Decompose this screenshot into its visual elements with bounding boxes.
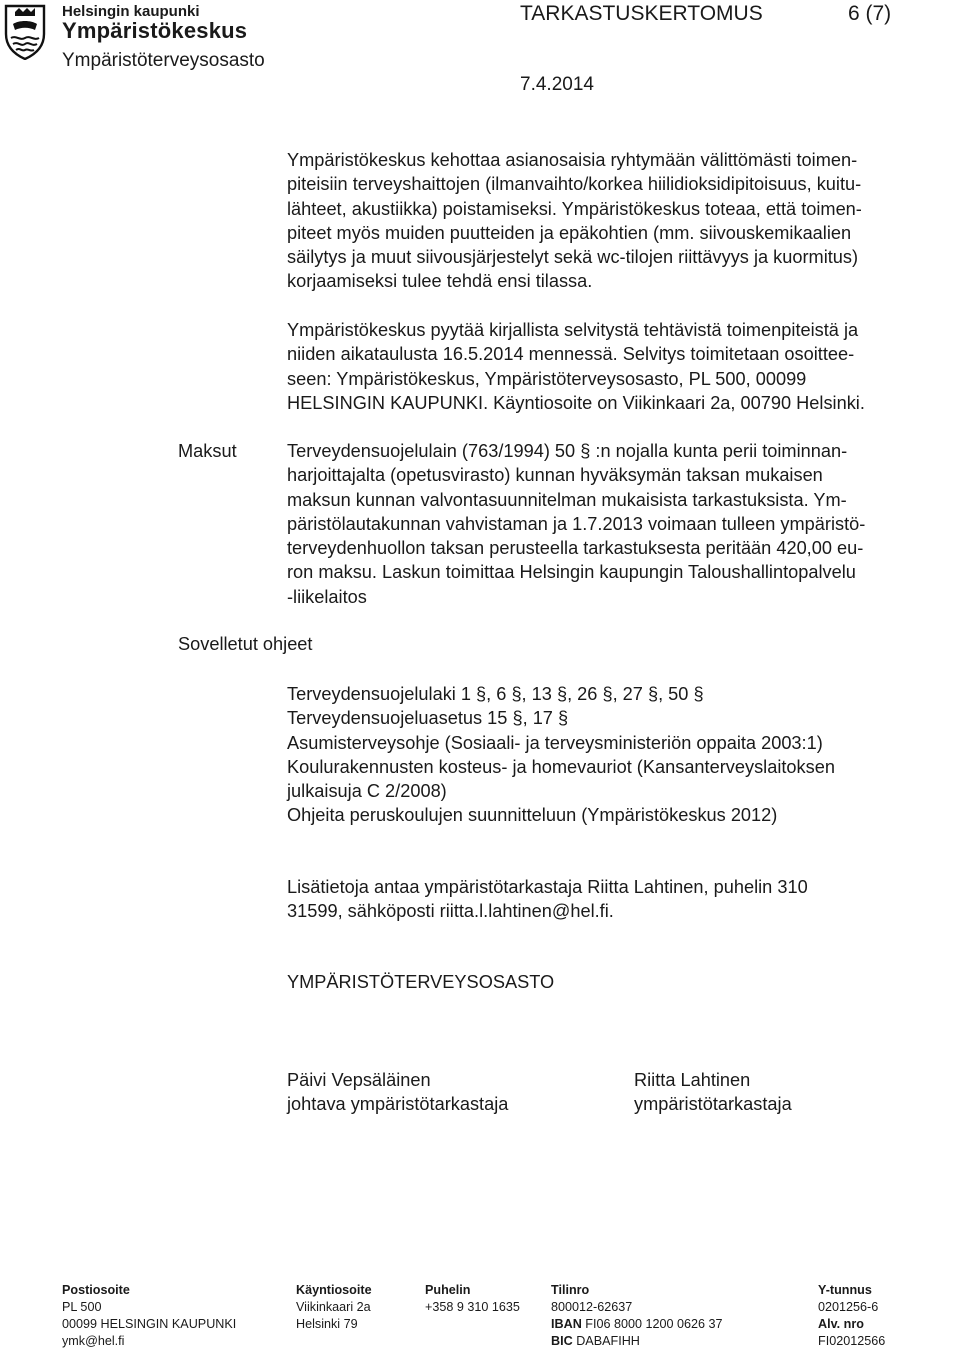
signer-name: Riitta Lahtinen <box>634 1070 751 1090</box>
footer-bic <box>551 1333 723 1350</box>
list-item: julkaisuja C 2/2008) <box>287 781 447 802</box>
text-line: piteet myös muiden puutteiden ja epäkohtien (mm. siivouskemikaalien <box>287 222 852 243</box>
section-label-applied-guidelines: Sovelletut ohjeet <box>178 634 313 654</box>
guidelines-list <box>287 682 835 828</box>
footer-value: +358 9 310 1635 <box>425 1300 520 1314</box>
footer-value: 800012-62637 <box>551 1300 633 1314</box>
footer-value: Viikinkaari 2a <box>296 1300 371 1314</box>
text-line: seen: Ympäristökeskus, Ympäristöterveysosasto, PL 500, 00099 <box>287 368 807 389</box>
footer-account <box>551 1282 723 1350</box>
footer-value: Helsinki 79 <box>296 1317 358 1331</box>
footer-heading: Y-tunnus <box>818 1283 872 1297</box>
helsinki-crest-icon <box>3 4 47 60</box>
text-line: terveydenhuollon taksan perusteella tarkastuksesta peritään 420,00 eu- <box>287 538 864 559</box>
text-line: harjoittajalta (opetusvirasto) kunnan hyväksymän taksan mukaisen <box>287 465 823 486</box>
text-line: säilytys ja muut siivousjärjestelyt sekä wc-tilojen riittävyys ja kuormitus) <box>287 247 859 268</box>
list-item: Asumisterveysohje (Sosiaali- ja terveysministeriön oppaita 2003:1) <box>287 732 823 753</box>
text-line: päristölautakunnan vahvistaman ja 1.7.2013 voimaan tulleen ympäristö- <box>287 513 866 534</box>
paragraph-report-request <box>287 318 865 415</box>
signing-unit: YMPÄRISTÖTERVEYSOSASTO <box>287 972 555 992</box>
list-item: Terveydensuojelulaki 1 §, 6 §, 13 §, 26 §, 27 §, 50 § <box>287 684 704 704</box>
section-label-maksut: Maksut <box>178 441 237 461</box>
footer-value: PL 500 <box>62 1300 102 1314</box>
bic-value: DABAFIHH <box>576 1334 640 1348</box>
text-line: Ympäristökeskus kehottaa asianosaisia ryhtymään välittömästi toimen- <box>287 150 858 170</box>
footer-email: ymk@hel.fi <box>62 1334 125 1348</box>
signer-title: johtava ympäristötarkastaja <box>287 1094 509 1115</box>
list-item: Ohjeita peruskoulujen suunnitteluun (Ympäristökeskus 2012) <box>287 805 778 826</box>
list-item: Koulurakennusten kosteus- ja homevauriot (Kansanterveyslaitoksen <box>287 756 835 777</box>
contact-info <box>287 875 808 924</box>
footer-visiting-address <box>296 1282 372 1333</box>
city-name: Helsingin kaupunki <box>62 3 200 20</box>
footer-heading: Tilinro <box>551 1283 590 1297</box>
footer-heading: Käyntiosoite <box>296 1283 372 1297</box>
footer-phone <box>425 1282 520 1316</box>
organization-name: Ympäristökeskus <box>62 18 248 43</box>
paragraph-fees <box>287 439 865 609</box>
text-line: -liikelaitos <box>287 586 367 607</box>
iban-label: IBAN <box>551 1317 582 1331</box>
text-line: korjaamiseksi tulee tehdä ensi tilassa. <box>287 271 593 292</box>
department-name: Ympäristöterveysosasto <box>62 50 265 71</box>
text-line: Terveydensuojelulain (763/1994) 50 § :n nojalla kunta perii toiminnan- <box>287 441 848 461</box>
iban-value: FI06 8000 1200 0626 37 <box>585 1317 723 1331</box>
footer-iban <box>551 1316 723 1333</box>
document-title: TARKASTUSKERTOMUS <box>520 2 763 25</box>
footer-postal-address <box>62 1282 236 1350</box>
text-line: ron maksu. Laskun toimittaa Helsingin kaupungin Taloushallintopalvelu <box>287 562 856 583</box>
list-item: Terveydensuojeluasetus 15 §, 17 § <box>287 708 569 729</box>
signer-name: Päivi Vepsäläinen <box>287 1070 431 1090</box>
text-line: 31599, sähköposti riitta.l.lahtinen@hel.fi. <box>287 901 614 922</box>
page-number: 6 (7) <box>848 2 892 25</box>
vat-value: FI02012566 <box>818 1334 886 1348</box>
text-line: Ympäristökeskus pyytää kirjallista selvitystä tehtävistä toimenpiteistä ja <box>287 320 859 340</box>
text-line: HELSINGIN KAUPUNKI. Käyntiosoite on Viikinkaari 2a, 00790 Helsinki. <box>287 392 865 413</box>
document-date: 7.4.2014 <box>520 74 594 95</box>
footer-value: 0201256-6 <box>818 1300 879 1314</box>
text-line: piteisiin terveyshaittojen (ilmanvaihto/korkea hiilidioksidipitoisuus, kuitu- <box>287 174 862 195</box>
signer-title: ympäristötarkastaja <box>634 1094 792 1115</box>
text-line: niiden aikataulusta 16.5.2014 mennessä. Selvitys toimitetaan osoittee- <box>287 344 855 365</box>
paragraph-remediation <box>287 148 862 294</box>
footer-heading: Puhelin <box>425 1283 471 1297</box>
footer-value: 00099 HELSINGIN KAUPUNKI <box>62 1317 237 1331</box>
signer-1 <box>287 1068 508 1117</box>
text-line: lähteet, akustiikka) poistamiseksi. Ympäristökeskus toteaa, että toimen- <box>287 198 862 219</box>
footer-business-id <box>818 1282 885 1350</box>
text-line: maksun kunnan valvontasuunnitelman mukaisista tarkastuksista. Ym- <box>287 489 847 510</box>
text-line: Lisätietoja antaa ympäristötarkastaja Riitta Lahtinen, puhelin 310 <box>287 877 808 897</box>
bic-label: BIC <box>551 1334 573 1348</box>
footer-heading: Postiosoite <box>62 1283 130 1297</box>
vat-label: Alv. nro <box>818 1317 864 1331</box>
signer-2 <box>634 1068 792 1117</box>
